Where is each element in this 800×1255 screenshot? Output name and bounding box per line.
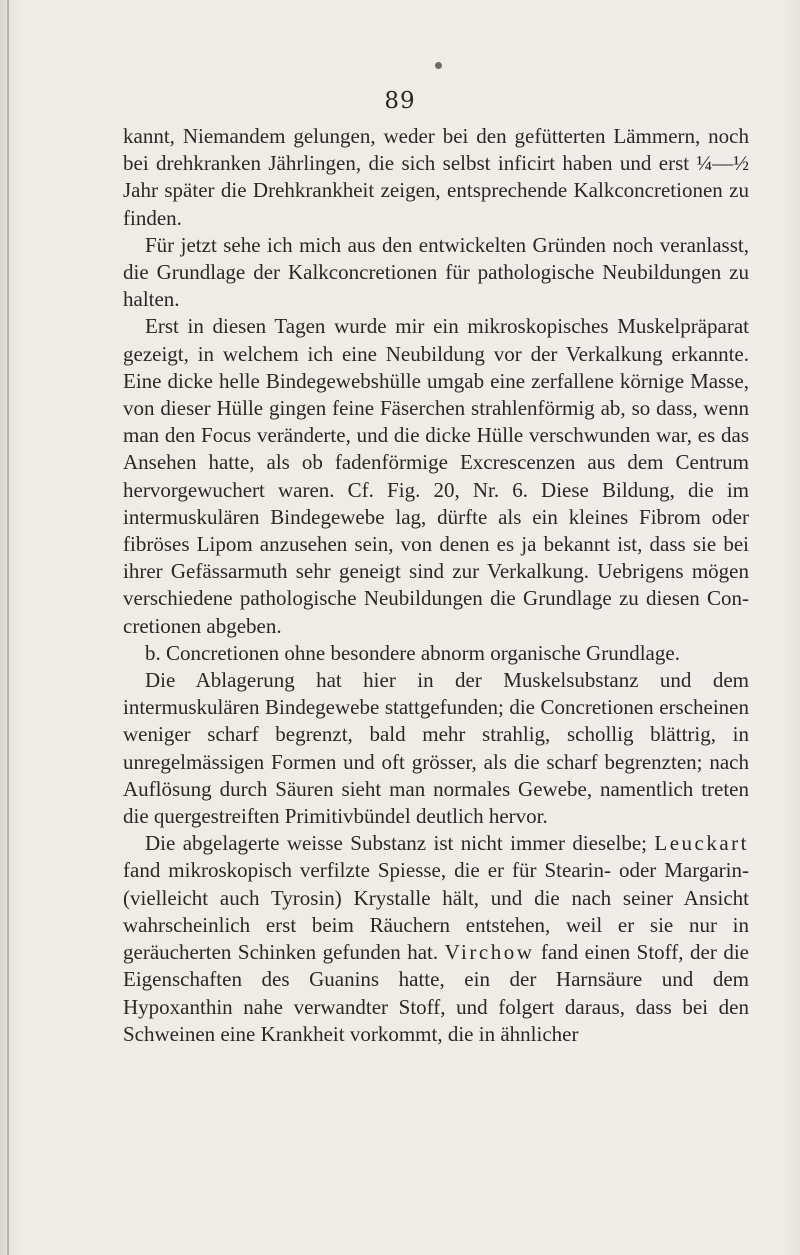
author-name-virchow: Virchow — [444, 940, 535, 965]
ink-dot — [435, 62, 442, 69]
paragraph-5 — [123, 830, 749, 1048]
paragraph-5-part-1: Die abgelagerte weisse Substanz ist nicht immer dieselbe; — [145, 831, 655, 856]
page-number: 89 — [384, 88, 416, 114]
page-edge-shadow — [7, 0, 9, 1255]
paragraph-2: Für jetzt sehe ich mich aus den entwickelten Gründen noch veranlasst, die Grundlage der Kalkconcretionen für pathologische Neubildungen zu halten. — [123, 232, 749, 312]
body-text — [123, 123, 749, 1048]
paragraph-4: Die Ablagerung hat hier in der Muskelsubstanz und dem intermuskulären Bindegewebe stattgefunden; die Concretionen erscheinen weniger scharf begrenzt, bald mehr strahlig, schollig blättrig, in unregelmässigen Formen und oft grösser, als die scharf begrenzten; nach Auflösung durch Säuren sieht man normales Gewebe, namentlich treten die quergestreiften Primitivbündel deutlich hervor. — [123, 668, 749, 829]
paragraph-5-part-3: fand einen Stoff, der die Eigenschaften des Guanins hatte, ein der Harnsäure und dem Hypoxanthin nahe verwandter Stoff, und folgert daraus, dass bei den Schweinen eine Krankheit vorkommt, die in ähnlicher — [123, 940, 749, 1046]
paragraph-3: Erst in diesen Tagen wurde mir ein mikroskopisches Muskelpräparat gezeigt, in welchem ich eine Neubildung vor der Verkalkung erkannte. Eine dicke helle Bindegewebshülle umgab eine zerfallene körnige Masse, von dieser Hülle gingen feine Fäserchen strahlenförmig ab, so dass, wenn man den Focus veränderte, und die dicke Hülle verschwunden war, es das Ansehen hatte, als ob fadenförmige Excrescenzen aus dem Centrum hervorgewuchert waren. Cf. Fig. 20, Nr. 6. Diese Bildung, die im intermuskulären Bindegewebe lag, dürfte als ein kleines Fibrom oder fibröses Lipom anzusehen sein, von denen es ja bekannt ist, dass sie bei ihrer Gefässarmuth sehr geneigt sind zur Verkalkung. Uebrigens mögen verschiedene pathologische Neubildungen die Grundlage zu diesen Concretionen abgeben. — [123, 314, 749, 638]
section-heading-b: b. Concretionen ohne besondere abnorm organische Grundlage. — [145, 640, 680, 665]
author-name-leuckart: Leuckart — [654, 831, 749, 856]
paragraph-5-part-2: fand mikroskopisch verfilzte Spiesse, die er für Stearin- oder Margarin- (vielleicht auch Tyrosin) Krystalle hält, und die nach seiner Ansicht wahrscheinlich erst beim Räuchern entstehen, weil er sie nur in geräucherten Schinken gefunden hat. — [123, 858, 749, 965]
paragraph-1: kannt, Niemandem gelungen, weder bei den gefütterten Lämmern, noch bei drehkranken Jährlingen, die sich selbst inficirt haben und erst ¼—½ Jahr später die Drehkrankheit zeigen, entsprechende Kalkconcretionen zu finden. — [123, 124, 749, 230]
